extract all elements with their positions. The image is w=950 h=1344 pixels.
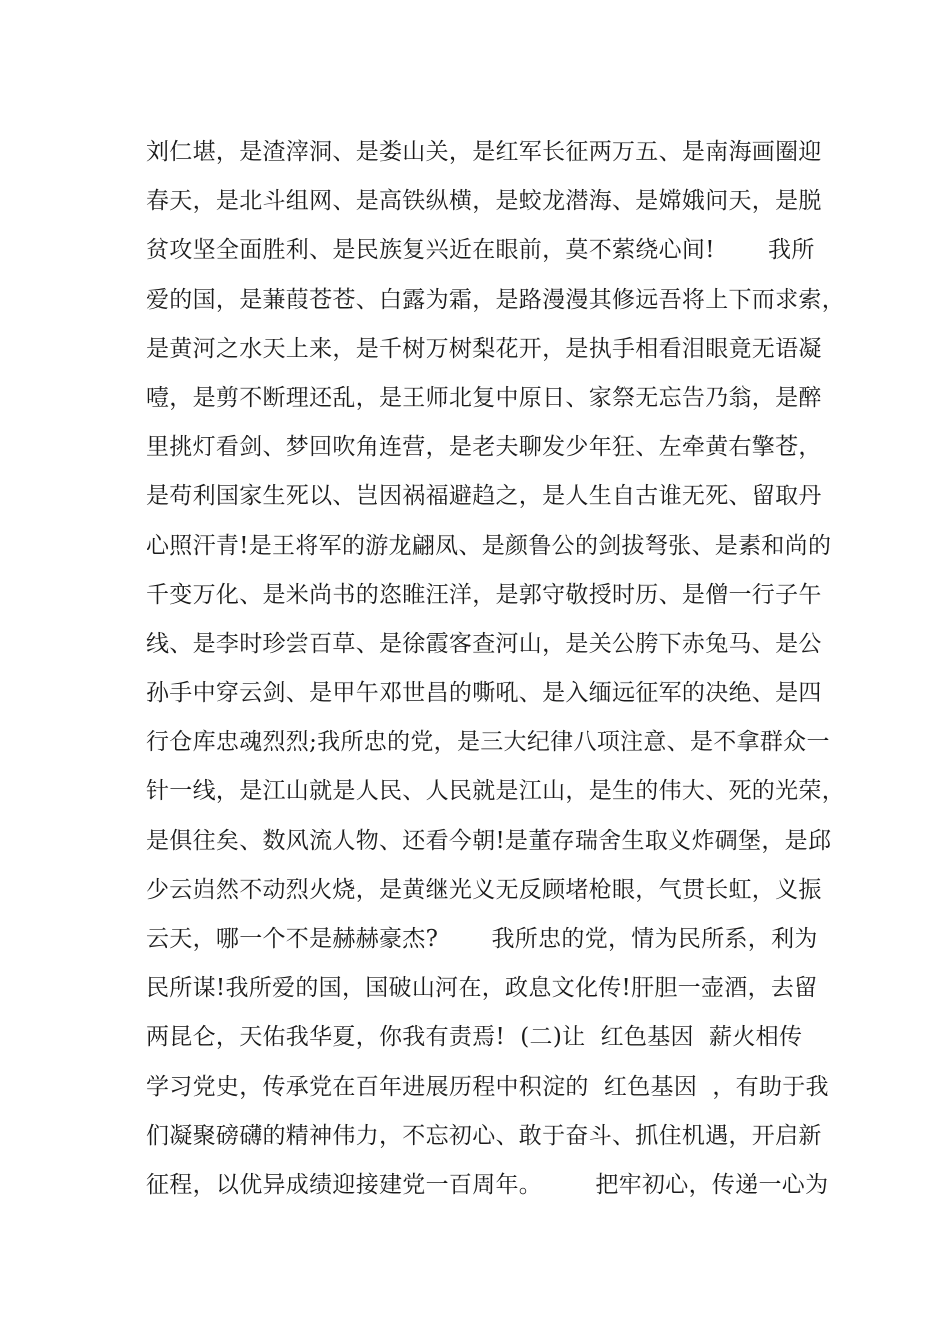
text-line: 噎，是剪不断理还乱，是王师北复中原日、家祭无忘告乃翁，是醉	[146, 384, 822, 411]
text-line: 是苟利国家生死以、岂因祸福避趋之，是人生自古谁无死、留取丹	[146, 483, 822, 510]
text-line: 心照汗青!是王将军的游龙翩凤、是颜鲁公的剑拔弩张、是素和尚的	[146, 532, 832, 559]
body-text	[146, 128, 846, 1210]
text-line: 征程，以优异成绩迎接建党一百周年。 把牢初心，传递一心为	[146, 1171, 829, 1198]
text-line: 们凝聚磅礴的精神伟力，不忘初心、敢于奋斗、抓住机遇，开启新	[146, 1122, 822, 1149]
text-line: 里挑灯看剑、梦回吹角连营，是老夫聊发少年狂、左牵黄右擎苍，	[146, 434, 822, 461]
text-line: 行仓库忠魂烈烈;我所忠的党，是三大纪律八项注意、是不拿群众一	[146, 729, 830, 756]
text-line: 线、是李时珍尝百草、是徐霞客查河山，是关公胯下赤兔马、是公	[146, 630, 822, 657]
text-line: 春天，是北斗组网、是高铁纵横，是蛟龙潜海、是嫦娥问天，是脱	[146, 188, 822, 215]
text-line: 是黄河之水天上来，是千树万树梨花开，是执手相看泪眼竟无语凝	[146, 335, 822, 362]
text-line: 云天，哪一个不是赫赫豪杰? 我所忠的党，情为民所系，利为	[146, 926, 818, 952]
text-line: 千变万化、是米尚书的恣睢汪洋，是郭守敬授时历、是僧一行子午	[146, 581, 822, 608]
text-line: 贫攻坚全面胜利、是民族复兴近在眼前，莫不萦绕心间! 我所	[146, 237, 815, 264]
text-line: 爱的国，是蒹葭苍苍、白露为霜，是路漫漫其修远吾将上下而求索，	[146, 286, 845, 313]
text-line: 民所谋!我所爱的国，国破山河在，政息文化传!肝胆一壶酒，去留	[146, 975, 818, 1002]
text-line: 刘仁堪，是渣滓洞、是娄山关，是红军长征两万五、是南海画圈迎	[146, 139, 822, 165]
text-line: 孙手中穿云剑、是甲午邓世昌的嘶吼、是入缅远征军的决绝、是四	[146, 680, 822, 707]
text-line: 针一线，是江山就是人民、人民就是江山，是生的伟大、死的光荣，	[146, 778, 845, 805]
text-line: 少云岿然不动烈火烧，是黄继光义无反顾堵枪眼，气贯长虹，义振	[146, 876, 822, 903]
text-line: 是俱往矣、数风流人物、还看今朝!是董存瑞舍生取义炸碉堡，是邱	[146, 827, 832, 854]
text-line: 两昆仑，天佑我华夏，你我有责焉! (二)让 红色基因 薪火相传	[146, 1024, 803, 1051]
text-line: 学习党史，传承党在百年进展历程中积淀的 红色基因 ，有助于我	[146, 1073, 829, 1100]
